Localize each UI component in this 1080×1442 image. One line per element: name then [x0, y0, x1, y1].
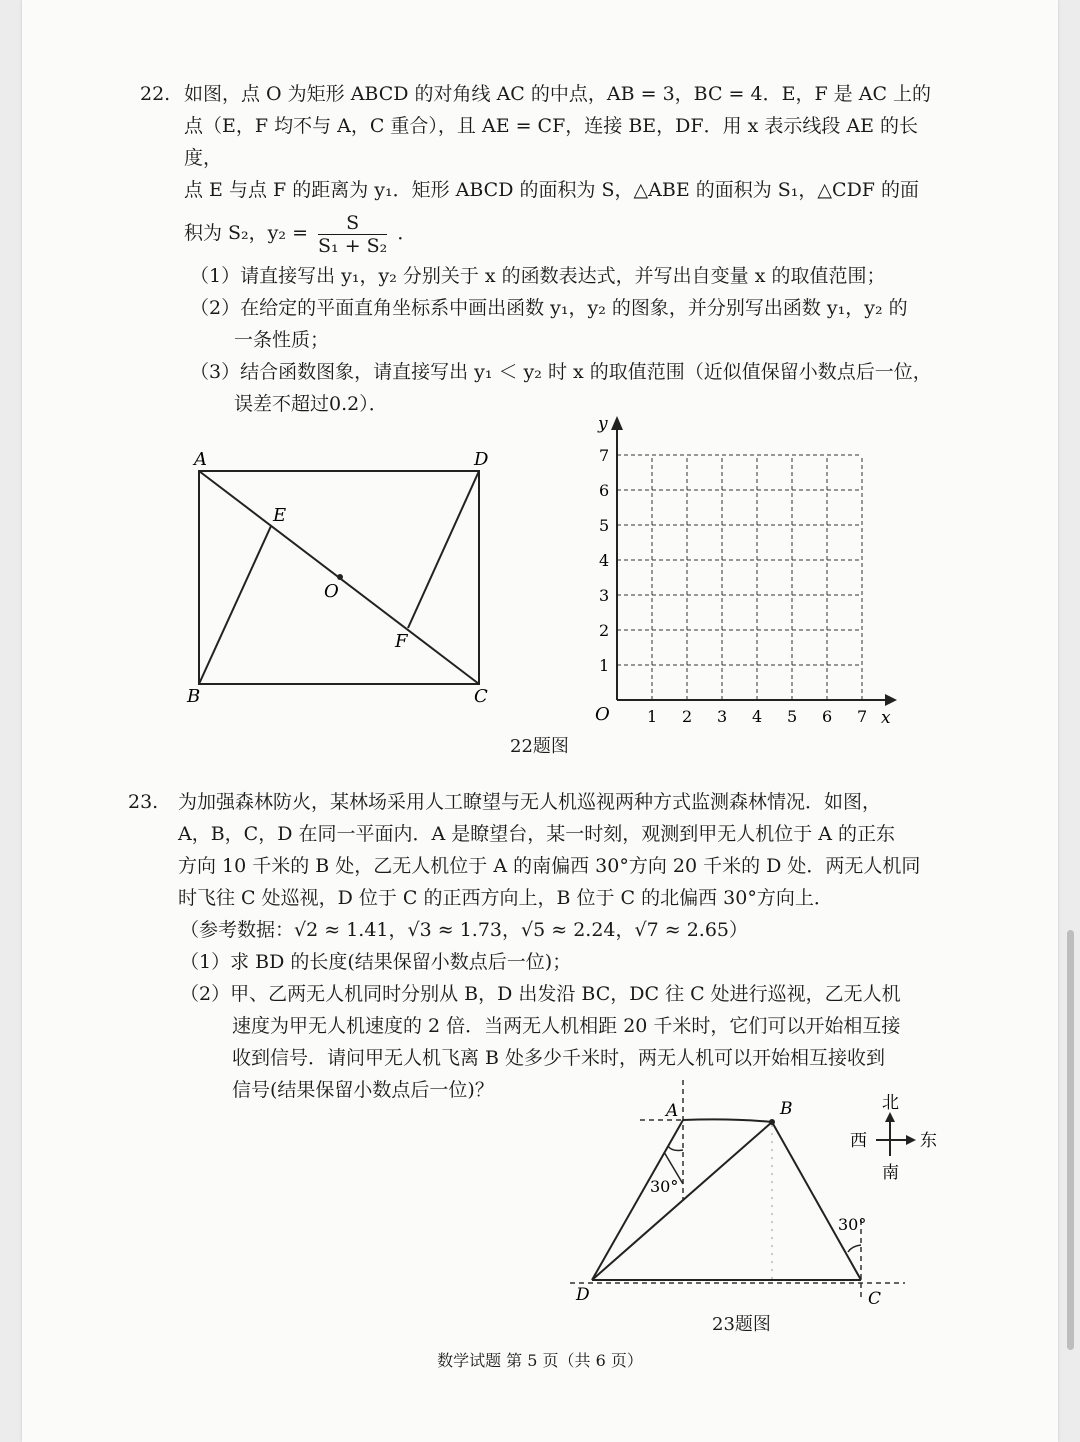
label-f: F [395, 631, 408, 652]
x-tick-label: 4 [752, 707, 763, 726]
x-axis-arrow-icon [885, 694, 897, 706]
stem-line: A，B，C，D 在同一平面内．A 是瞭望台，某一时刻，观测到甲无人机位于 A 的正东 [178, 823, 896, 845]
question-number: 22. [140, 83, 171, 105]
segment-ab [683, 1119, 772, 1122]
stem-line: 方向 10 千米的 B 处，乙无人机位于 A 的南偏西 30°方向 20 千米的 D 处．两无人机同 [178, 855, 921, 877]
y-axis-label: y [598, 414, 608, 434]
x-tick-label: 6 [822, 707, 833, 726]
compass-south: 南 [882, 1163, 899, 1183]
label-b: B [780, 1099, 793, 1119]
origin-label: O [595, 704, 610, 725]
coordinate-grid [585, 410, 905, 730]
angle-label-c: 30° [838, 1215, 867, 1234]
y-tick-label: 3 [599, 586, 610, 605]
label-b: B [187, 686, 201, 707]
label-o: O [324, 581, 339, 602]
part-3: （3）结合函数图象，请直接写出 y₁ ＜ y₂ 时 x 的取值范围（近似值保留小数点后一位， [190, 361, 932, 383]
label-c: C [474, 686, 488, 707]
segment-bc [772, 1122, 861, 1280]
compass-east: 东 [920, 1131, 937, 1151]
y-axis-arrow-icon [611, 416, 623, 430]
stem-line: 时飞往 C 处巡视，D 位于 C 的正西方向上，B 位于 C 的北偏西 30°方向上． [178, 887, 833, 909]
part-2-cont: 信号(结果保留小数点后一位)？ [232, 1079, 494, 1101]
part-1: （1）求 BD 的长度(结果保留小数点后一位)； [180, 951, 572, 973]
question-number: 23. [128, 791, 159, 813]
figure-22-caption: 22题图 [510, 736, 569, 757]
x-tick-label: 2 [682, 707, 693, 726]
x-tick-label: 3 [717, 707, 728, 726]
compass-west: 西 [850, 1131, 867, 1151]
rectangle-figure [180, 440, 500, 710]
part-2-cont: 收到信号．请问甲无人机飞离 B 处多少千米时，两无人机可以开始相互接收到 [232, 1047, 886, 1069]
label-e: E [273, 505, 287, 526]
x-axis-label: x [881, 708, 891, 728]
stem-line: 为加强森林防火，某林场采用人工瞭望与无人机巡视两种方式监测森林情况．如图， [178, 791, 882, 813]
vertical-scrollbar[interactable] [1067, 930, 1074, 1350]
label-d: D [474, 449, 489, 470]
question-22 [140, 78, 950, 420]
stem-line: 点（E，F 均不与 A，C 重合），且 AE = CF，连接 BE，DF．用 x 表示线段 AE 的长度， [184, 115, 919, 169]
segment-df [408, 471, 479, 628]
point-o [337, 574, 343, 580]
part-2: （2）在给定的平面直角坐标系中画出函数 y₁，y₂ 的图象，并分别写出函数 y₁，y₂ 的 [190, 297, 908, 319]
segment-be [199, 526, 271, 684]
label-c: C [868, 1289, 882, 1309]
x-tick-label: 1 [647, 707, 658, 726]
y-tick-label: 6 [599, 481, 610, 500]
stem-line: 点 E 与点 F 的距离为 y₁．矩形 ABCD 的面积为 S，△ABE 的面积为 S₁，△CDF 的面 [184, 179, 920, 201]
compass-north: 北 [882, 1093, 899, 1113]
part-1: （1）请直接写出 y₁，y₂ 分别关于 x 的函数表达式，并写出自变量 x 的取值范围； [190, 265, 886, 287]
label-d: D [576, 1285, 590, 1305]
part-3-cont: 误差不超过0.2）． [234, 393, 388, 415]
part-2: （2）甲、乙两无人机同时分别从 B，D 出发沿 BC，DC 往 C 处进行巡视，乙无人机 [180, 983, 901, 1005]
stem-line: 如图，点 O 为矩形 ABCD 的对角线 AC 的中点，AB = 3，BC = 4．E，F 是 AC 上的 [184, 83, 932, 105]
page-footer: 数学试题 第 5 页（共 6 页） [437, 1351, 643, 1370]
y-tick-label: 4 [599, 551, 610, 570]
question-23 [128, 786, 950, 1106]
label-a: A [194, 449, 207, 470]
x-tick-label: 7 [857, 707, 868, 726]
fraction: $\frac{S}{\text{S₁ + S₂}}$ [318, 211, 388, 257]
direction-figure [560, 1080, 950, 1320]
figure-23-caption: 23题图 [712, 1314, 771, 1335]
grid-lines [617, 455, 862, 700]
formula-line: 积为 S₂，y₂ = $\frac{S}{\text{S₁ + S₂}}$ ． [184, 211, 417, 257]
y-tick-label: 7 [599, 446, 610, 465]
segment-bd [592, 1122, 772, 1280]
segment-ad [592, 1120, 683, 1280]
y-tick-label: 5 [599, 516, 610, 535]
label-a: A [666, 1101, 679, 1121]
reference-data: （参考数据：√2 ≈ 1.41，√3 ≈ 1.73，√5 ≈ 2.24，√7 ≈ 2.65） [180, 919, 748, 941]
y-tick-label: 2 [599, 621, 610, 640]
point-b [769, 1119, 775, 1125]
y-tick-label: 1 [599, 656, 610, 675]
part-2-cont: 速度为甲无人机速度的 2 倍．当两无人机相距 20 千米时，它们可以开始相互接 [232, 1015, 901, 1037]
x-tick-label: 5 [787, 707, 798, 726]
angle-arc-a [668, 1146, 683, 1151]
angle-arc-c [848, 1245, 861, 1252]
part-2-cont: 一条性质； [234, 329, 330, 351]
compass-icon [876, 1112, 916, 1156]
angle-label-a: 30° [650, 1177, 679, 1196]
